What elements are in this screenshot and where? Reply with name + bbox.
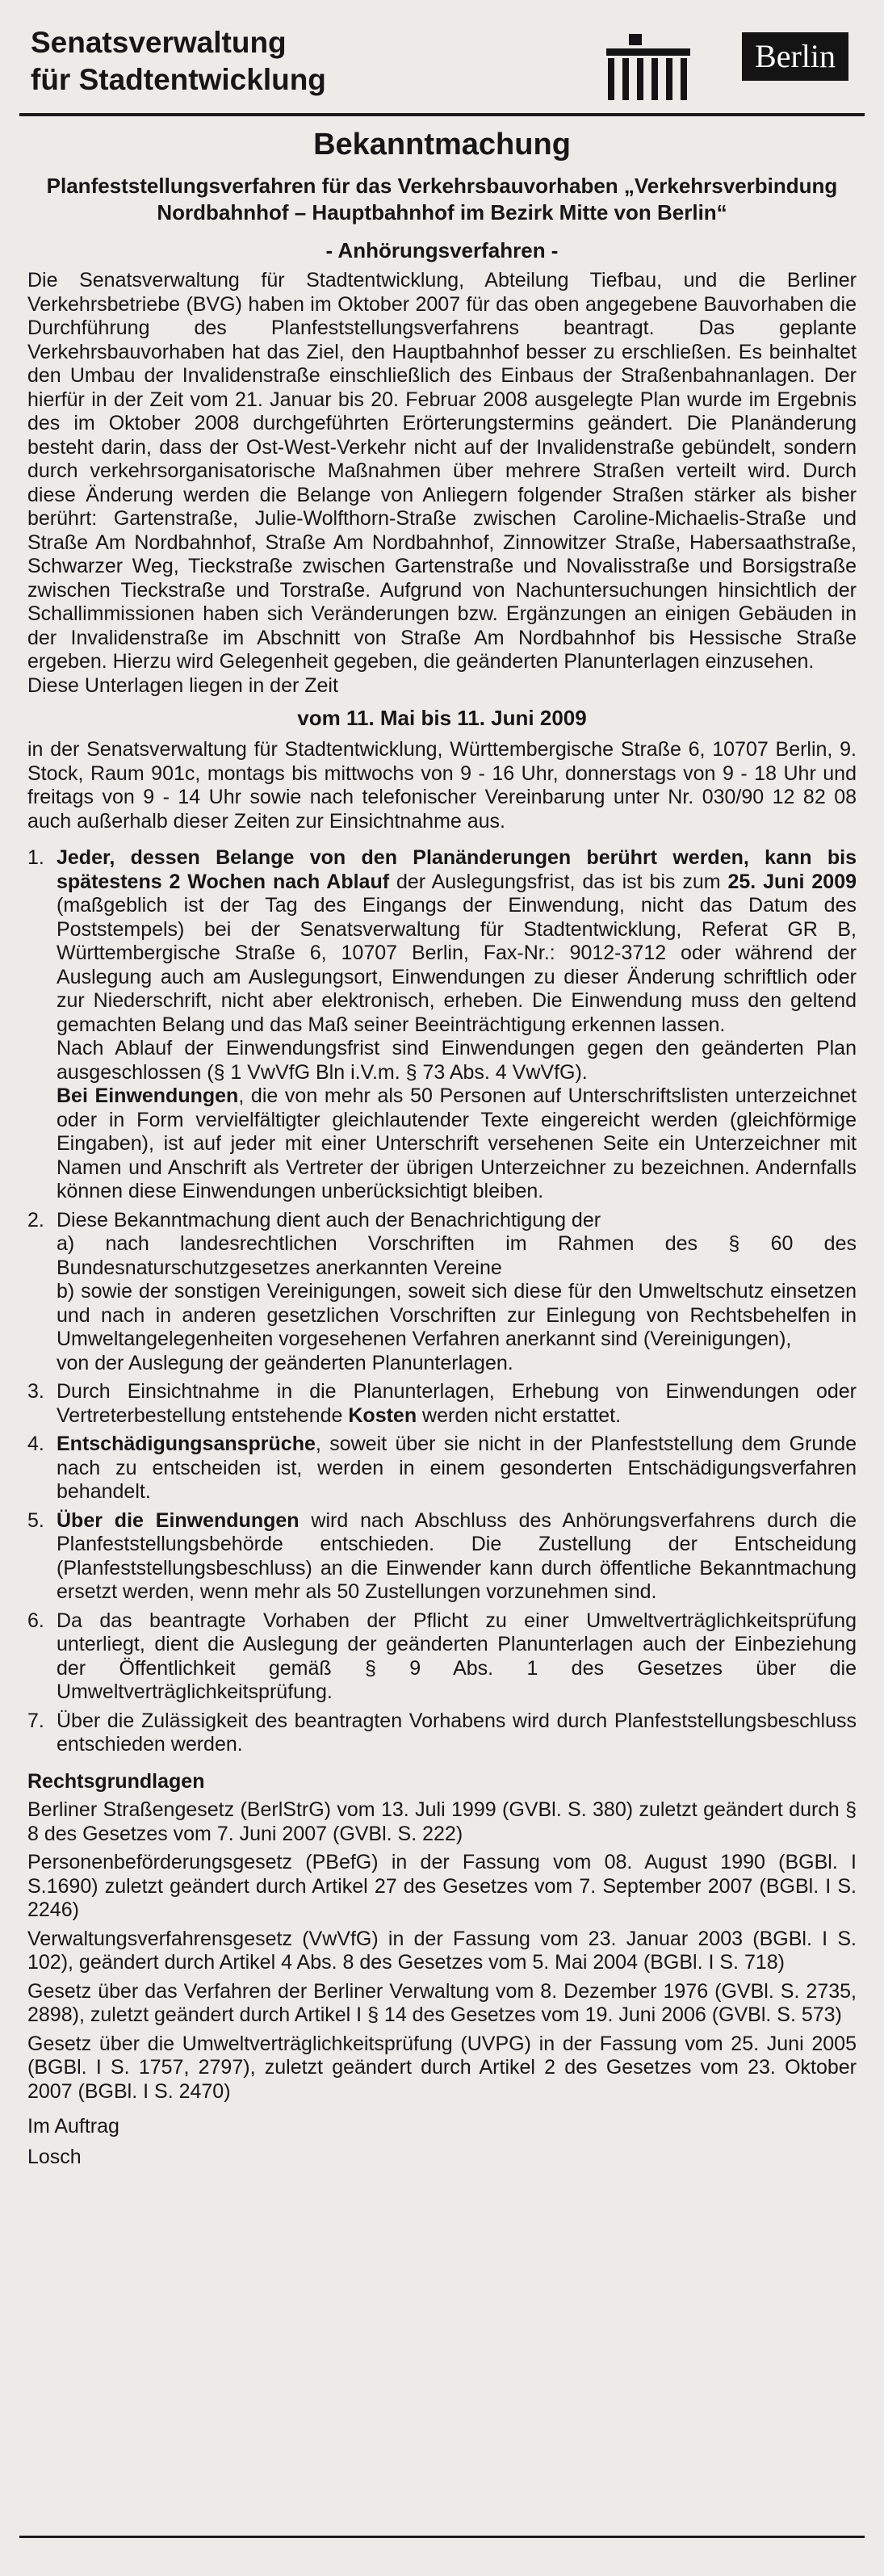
organization-name — [31, 24, 326, 99]
berlin-logo — [598, 29, 848, 103]
list-item: 5. Über die Einwendungen wird nach Abschluss des Anhörungsverfahrens durch die Planfeststellungsbehörde entschieden. Die Zustellung der Entscheidung (Planfeststellungsbeschluss) an die Einwender kann durch öffentliche Bekanntmachung ersetzt werden, wenn mehr als 50 Zustellungen vorzunehmen sind. — [27, 1508, 857, 1603]
item-number: 1. — [27, 846, 44, 869]
list-item: 7. Über die Zulässigkeit des beantragten Vorhabens wird durch Planfeststellungsbeschluss entschieden werden. — [27, 1709, 857, 1756]
list-item: 3. Durch Einsichtnahme in die Planunterlagen, Erhebung von Einwendungen oder Vertreterbestellung entstehende Kosten werden nicht erstattet. — [27, 1380, 857, 1427]
org-line-2: für Stadtentwicklung — [31, 63, 326, 96]
logo-wordmark: Berlin — [742, 32, 848, 81]
notice-subtitle: Planfeststellungsverfahren für das Verkehrsbauvorhaben „Verkehrsverbindung Nordbahnhof – Hauptbahnhof im Bezirk Mitte von Berlin“ — [46, 174, 838, 224]
top-divider — [19, 113, 865, 116]
intro-paragraph: Die Senatsverwaltung für Stadtentwicklung, Abteilung Tiefbau, und die Berliner Verkehrsbetriebe (BVG) haben im Oktober 2007 für das oben angegebene Bauvorhaben die Durchführung des Planfeststellungsverfahrens beantragt. Das geplante Verkehrsbauvorhaben hat das Ziel, den Hauptbahnhof besser zu erschließen. Es beinhaltet den Umbau der Invalidenstraße einschließlich des Einbaus der Straßenbahnanlagen. Der hierfür in der Zeit vom 21. Januar bis 20. Februar 2008 ausgelegte Plan wurde im Ergebnis des im Oktober 2008 durchgeführten Erörterungstermins geändert. Die Planänderung besteht darin, dass der Ost-West-Verkehr nicht auf der Invalidenstraße gebündelt, sondern durch verkehrsorganisatorische Maßnahmen über mehrere Straßen verteilt wird. Durch diese Änderung werden die Belange von Anliegern folgender Straßen stärker als bisher berührt: Gartenstraße, Julie-Wolfthorn-Straße zwischen Caroline-Michaelis-Straße und Straße Am Nordbahnhof, Straße Am Nordbahnhof, Zinnowitzer Straße, Habersaathstraße, Schwarzer Weg, Tieckstraße zwischen Gartenstraße und Novalisstraße und Borsigstraße zwischen Tieckstraße und Torstraße. Aufgrund von Nachuntersuchungen hinsichtlich der Schallimmissionen haben sich Veränderungen bzw. Ergänzungen an einigen Gebäuden in der Invalidenstraße im Abschnitt von Straße Am Nordbahnhof bis Hessische Straße ergeben. Hierzu wird Gelegenheit gegeben, die geänderten Planunterlagen einzusehen. — [27, 269, 857, 673]
item-bold: Entschädigungsansprüche — [57, 1433, 316, 1455]
signature: Losch — [27, 2145, 82, 2168]
item-bold: Bei Einwendungen — [57, 1085, 239, 1107]
notice-title: Bekanntmachung — [313, 128, 571, 162]
legal-basis-heading: Rechtsgrundlagen — [27, 1769, 205, 1793]
law-entry: Gesetz über das Verfahren der Berliner Verwaltung vom 8. Dezember 1976 (GVBl. S. 2735, 2898), zuletzt geändert durch Artikel I § 14 des Gesetzes vom 19. Juni 2006 (GVBl. S. 573) — [27, 1979, 857, 2026]
item-number: 4. — [27, 1433, 44, 1455]
list-item: 6. Da das beantragte Vorhaben der Pflicht zu einer Umweltverträglichkeitsprüfung unterliegt, dient die Auslegung der geänderten Planunterlagen auch der Einbeziehung der Öffentlichkeit gemäß § 9 Abs. 1 des Gesetzes über die Umweltverträglichkeitsprüfung. — [27, 1609, 857, 1703]
item-bold: Jeder, dessen Belange von den Planänderungen berührt werden, kann bis spätestens 2 Wochen nach Ablauf — [57, 846, 857, 893]
location-paragraph: in der Senatsverwaltung für Stadtentwicklung, Württembergische Straße 6, 10707 Berlin, 9. Stock, Raum 901c, montags bis mittwochs von 9 - 16 Uhr, donnerstags von 9 - 18 Uhr und freitags von 9 - 14 Uhr sowie nach telefonischer Vereinbarung unter Nr. 030/90 12 82 08 auch außerhalb dieser Zeiten zur Einsichtnahme aus. — [27, 738, 857, 833]
list-item: 4. Entschädigungsansprüche, soweit über sie nicht in der Planfeststellung dem Grunde nach zu entscheiden ist, werden in einem gesonderten Entschädigungsverfahren behandelt. — [27, 1433, 857, 1503]
procedure-label: - Anhörungsverfahren - — [325, 238, 559, 262]
notice-body — [27, 269, 857, 2169]
law-entry: Gesetz über die Umweltverträglichkeitsprüfung (UVPG) in der Fassung vom 25. Juni 2005 (BGBl. I S. 1757, 2797), zuletzt geändert durch Artikel 2 des Gesetzes vom 23. Oktober 2007 (BGBl. I S. 2470) — [27, 2032, 857, 2103]
item-bold: Kosten — [348, 1403, 417, 1427]
item-paragraph: Nach Ablauf der Einwendungsfrist sind Einwendungen gegen den geänderten Plan ausgeschlossen (§ 1 VwVfG Bln i.V.m. § 73 Abs. 4 VwVfG). — [57, 1037, 857, 1084]
bottom-divider — [19, 2536, 865, 2538]
law-entry: Verwaltungsverfahrensgesetz (VwVfG) in der Fassung vom 23. Januar 2003 (BGBl. I S. 102), geändert durch Artikel 4 Abs. 8 des Gesetzes vom 5. Mai 2004 (BGBl. I S. 718) — [27, 1927, 857, 1974]
list-item: 2. Diese Bekanntmachung dient auch der Benachrichtigung der a) nach landesrechtlichen Vorschriften im Rahmen des § 60 des Bundesnaturschutzgesetzes anerkannten Vereine b) sowie der sonstigen Vereinigungen, soweit sich diese für den Umweltschutz einsetzen und nach in anderen gesetzlichen Vorschriften zur Einlegung von Rechtsbehelfen in Umweltangelegenheiten vorgesehenen Verfahren anerkannt sind (Vereinigungen), von der Auslegung der geänderten Planunterlagen. — [27, 1208, 857, 1374]
law-entry: Berliner Straßengesetz (BerlStrG) vom 13. Juli 1999 (GVBl. S. 380) zuletzt geändert durch § 8 des Gesetzes vom 7. Juni 2007 (GVBl. S. 222) — [27, 1798, 857, 1845]
numbered-list — [27, 846, 857, 1757]
org-line-1: Senatsverwaltung — [31, 26, 287, 59]
item-number: 2. — [27, 1208, 44, 1231]
item-number: 5. — [27, 1508, 44, 1532]
brandenburg-gate-icon — [598, 29, 695, 103]
display-period: vom 11. Mai bis 11. Juni 2009 — [297, 706, 587, 730]
law-entry: Personenbeförderungsgesetz (PBefG) in der Fassung vom 08. August 1990 (BGBl. I S.1690) zuletzt geändert durch Artikel 27 des Gesetzes vom 7. September 2007 (BGBl. I S. 2246) — [27, 1851, 857, 1921]
header — [19, 11, 865, 108]
list-item: 1. Jeder, dessen Belange von den Planänderungen berührt werden, kann bis spätestens 2 Wochen nach Ablauf der Auslegungsfrist, das ist bis zum 25. Juni 2009 (maßgeblich ist der Tag des Eingangs der Einwendung, nicht das Datum des Poststempels) bei der Senatsverwaltung für Stadtentwicklung, Referat GR B, Württembergische Straße 6, 10707 Berlin, Fax-Nr.: 9012-3712 oder während der Auslegung auch am Auslegungsort, Einwendungen zu dieser Änderung schriftlich oder zur Niederschrift, nicht aber elektronisch, erheben. Die Einwendung muss den geltend gemachten Belang und das Maß seiner Beeinträchtigung erkennen lassen. Nach Ablauf der Einwendungsfrist sind Einwendungen gegen den geänderten Plan ausgeschlossen (§ 1 VwVfG Bln i.V.m. § 73 Abs. 4 VwVfG). Bei Einwendungen, die von mehr als 50 Personen auf Unterschriftslisten unterzeichnet oder in Form vervielfältigter gleichlautender Texte eingereicht werden (gleichförmige Eingaben), ist auf jeder mit einer Unterschrift versehenen Seite ein Unterzeichner mit Namen und Anschrift als Vertreter der übrigen Unterzeichner zu bezeichnen. Andernfalls können diese Einwendungen unberücksichtigt bleiben. — [27, 846, 857, 1202]
item-bold: Über die Einwendungen — [57, 1508, 300, 1532]
item-number: 7. — [27, 1709, 44, 1732]
item-number: 3. — [27, 1380, 44, 1403]
signoff: Im Auftrag — [27, 2115, 119, 2138]
period-intro: Diese Unterlagen liegen in der Zeit — [27, 673, 338, 697]
item-number: 6. — [27, 1609, 44, 1632]
deadline-date: 25. Juni 2009 — [727, 870, 857, 893]
